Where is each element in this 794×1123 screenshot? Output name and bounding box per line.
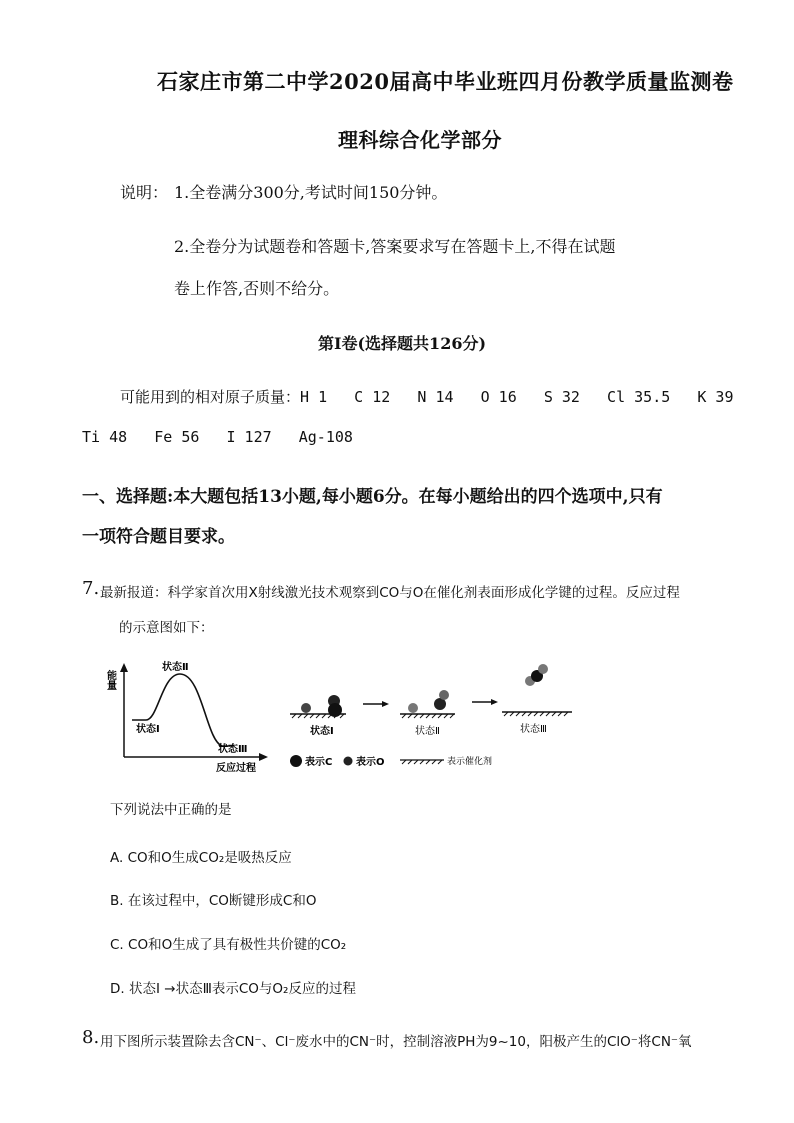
legend-c: 表示C	[305, 757, 333, 768]
option-b-label: B.	[110, 893, 124, 909]
option-b	[110, 889, 316, 909]
state-2-label: 状态Ⅱ	[162, 662, 189, 673]
notes-label: 说明：	[120, 183, 169, 202]
question-7-number: 7.	[82, 578, 100, 599]
state-2-caption: 状态Ⅱ	[415, 726, 440, 737]
legend-o: 表示O	[356, 757, 385, 768]
atomic-mass-line-2: Ti 48 Fe 56 I 127 Ag-108	[82, 428, 353, 446]
option-c-label: C.	[110, 937, 124, 953]
state-3-label: 状态Ⅲ	[218, 744, 248, 755]
option-d	[110, 977, 356, 997]
question-8-stem-line-1: 用下图所示装置除去含CN⁻、Cl⁻废水中的CN⁻时，控制溶液PH为9~10，阳极产生的ClO⁻将CN⁻氧	[100, 1034, 692, 1050]
section-title: 第Ⅰ卷(选择题共126分)	[318, 334, 487, 353]
state-1-illustration	[290, 695, 346, 737]
question-7-stem-line-1: 最新报道：科学家首次用X射线激光技术观察到CO与O在催化剂表面形成化学键的过程。反应过程	[100, 585, 680, 601]
exam-title: 石家庄市第二中学2020届高中毕业班四月份教学质量监测卷	[157, 69, 734, 94]
notes-item-1: 1.全卷满分300分,考试时间150分钟。	[174, 183, 448, 202]
question-7-prompt: 下列说法中正确的是	[110, 802, 232, 818]
reaction-figure	[104, 660, 590, 775]
exam-subtitle: 理科综合化学部分	[338, 128, 502, 152]
instructions-line-1: 一、选择题:本大题包括13小题,每小题6分。在每小题给出的四个选项中,只有	[82, 487, 663, 507]
option-a-label: A.	[110, 850, 124, 866]
energy-diagram	[105, 660, 269, 774]
notes-item-2-line-2: 卷上作答,否则不给分。	[174, 279, 340, 298]
question-8-number: 8.	[82, 1027, 100, 1048]
option-c-text: CO和O生成了具有极性共价键的CO₂	[128, 937, 347, 953]
option-a	[110, 846, 292, 866]
state-2-illustration	[400, 690, 455, 737]
state-3-caption: 状态Ⅲ	[520, 724, 547, 735]
figure-legend	[290, 755, 492, 768]
option-a-text: CO和O生成CO₂是吸热反应	[127, 850, 292, 866]
x-axis-label: 反应过程	[216, 763, 256, 774]
state-1-label: 状态Ⅰ	[136, 724, 160, 735]
notes-item-2-line-1: 2.全卷分为试题卷和答题卡,答案要求写在答题卡上,不得在试题	[174, 237, 616, 256]
instructions-line-2: 一项符合题目要求。	[82, 527, 235, 547]
option-d-text: 状态Ⅰ →状态Ⅲ表示CO与O₂反应的过程	[128, 981, 356, 997]
option-c	[110, 933, 346, 953]
y-axis-label: 能量	[104, 670, 116, 690]
atomic-mass-line-1: 可能用到的相对原子质量：H 1 C 12 N 14 O 16 S 32 Cl 35.5 K 39	[120, 388, 734, 406]
option-b-text: 在该过程中，CO断键形成C和O	[127, 893, 317, 909]
option-d-label: D.	[110, 981, 125, 997]
legend-catalyst: 表示催化剂	[447, 757, 493, 767]
state-3-illustration	[502, 664, 572, 735]
question-7-stem-line-2: 的示意图如下：	[119, 620, 214, 636]
state-1-caption: 状态Ⅰ	[310, 726, 334, 737]
